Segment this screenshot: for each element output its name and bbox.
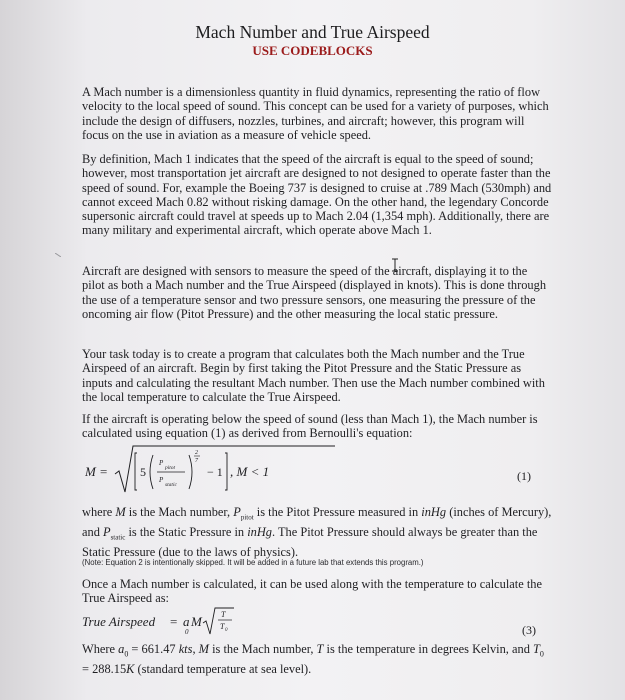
margin-mark-icon bbox=[55, 253, 61, 257]
equation-3-a-sub: 0 bbox=[185, 628, 189, 636]
equation-3-a: a bbox=[183, 614, 190, 629]
equation-3-equals: = bbox=[170, 614, 178, 629]
paragraph-mach-definition: By definition, Mach 1 indicates that the speed of the aircraft is equal to the speed of sound; however, most transportation jet aircraft are designed to not designed to operate faster than the speed of sound. For, example the Boeing 737 is designed to cruise at .789 Mach (530mph) and cannot exceed Mach 0.82 without risking damage. On the other hand, the legendary Concorde supersonic aircraft could travel at speeds up to Mach 2.04 (1,354 mph). Additionally, there are many military and experimental aircraft, which operate above Mach 1. bbox=[82, 152, 552, 238]
paragraph-sensors: Aircraft are designed with sensors to measure the speed of the aircraft, displaying it to the pilot as both a Mach number and the True Airspeed (displayed in knots). This is done through the use of a temperature sensor and two pressure sensors, one measuring the pressure of the oncoming air flow (Pitot Pressure) and the other measuring the local static pressure. bbox=[82, 264, 547, 321]
exponent-numerator: 2 bbox=[195, 450, 198, 456]
paragraph-subsonic: If the aircraft is operating below the speed of sound (less than Mach 1), the Mach number is calculated using equation (1) as derived from Bernoulli's equation: bbox=[82, 412, 538, 441]
p-static: P bbox=[159, 476, 164, 484]
left-bracket bbox=[135, 453, 137, 490]
exponent-denominator: 7 bbox=[195, 458, 198, 464]
equation-1-lhs: M = bbox=[85, 464, 108, 479]
equation-1-number: (1) bbox=[517, 469, 531, 483]
left-paren bbox=[150, 455, 153, 489]
sqrt-sign-3 bbox=[203, 608, 234, 634]
p-pitot-sub: pitot bbox=[165, 465, 176, 471]
equation-3-t: T bbox=[221, 610, 226, 619]
paragraph-intro: A Mach number is a dimensionless quantity in fluid dynamics, representing the ratio of flow velocity to the local speed of sound. This concept can be used for a variety of purposes, which include the design of diffusers, nozzles, turbines, and aircraft; however, this program will focus on the use in aviation as a measure of vehicle speed. bbox=[82, 85, 549, 142]
equation-3-m: M bbox=[191, 614, 202, 629]
p-pitot: P bbox=[159, 459, 164, 467]
paragraph-variables: where M is the Mach number, $P_{pitot}$ is the Pitot Pressure measured in inHg (inches of Mercury), and $P_{static}$ is the Static Pressure in inHg. The Pitot Pressure should always be greater than the Static Pressure (due to the laws of physics). bbox=[82, 505, 552, 559]
equation-3-number: (3) bbox=[522, 623, 536, 637]
page-subtitle: USE CODEBLOCKS bbox=[252, 43, 373, 58]
paragraph-constants: Where $a_0 = 661.47$ kts, M is the Mach number, T is the temperature in degrees Kelvin, and $T_0 = 288.15K$ (standard temperature at sea level). bbox=[82, 642, 544, 676]
paragraph-task: Your task today is to create a program that calculates both the Mach number and the True Airspeed of an aircraft. Begin by first taking the Pitot Pressure and the Static Pressure as inputs and calculating the resultant Mach number. Then use the Mach number combined with the local temperature to calculate the True Airspeed. bbox=[82, 347, 545, 404]
equation-3 bbox=[82, 604, 552, 640]
note-equation-2: (Note: Equation 2 is intentionally skipped. It will be added in a future lab that extends this program.) bbox=[82, 558, 424, 567]
p-static-sub: static bbox=[165, 482, 177, 488]
text-cursor-icon bbox=[390, 258, 400, 272]
equation-1-five: 5 bbox=[140, 465, 146, 479]
right-bracket bbox=[225, 453, 227, 490]
equation-1-condition: , M < 1 bbox=[230, 464, 270, 479]
right-paren bbox=[189, 455, 192, 489]
minus-one: − 1 bbox=[207, 465, 223, 479]
equation-3-t0: T bbox=[220, 622, 225, 631]
equation-3-t0-sub: 0 bbox=[225, 628, 228, 633]
equation-3-lhs: True Airspeed bbox=[82, 614, 156, 629]
paragraph-true-airspeed: Once a Mach number is calculated, it can be used along with the temperature to calculate the True Airspeed as: bbox=[82, 577, 542, 606]
page-title: Mach Number and True Airspeed bbox=[195, 22, 430, 42]
equation-1 bbox=[85, 440, 545, 500]
